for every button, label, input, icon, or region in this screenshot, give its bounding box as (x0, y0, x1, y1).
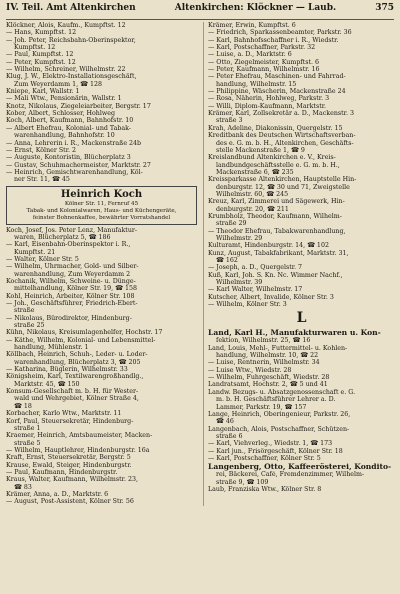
section-letter: L (296, 310, 307, 327)
directory-entry: Koch, Josef, Jos. Peter Lenz, Manufaktur- (6, 226, 138, 234)
directory-entry: Kutscher, Albert, Invalide, Kölner Str. 3 (208, 293, 334, 301)
directory-entry: Kochanik, Wilhelm, Schweine- u. Dünge- (6, 277, 136, 285)
directory-entry: ☎ 18 (14, 402, 32, 410)
directory-entry: — Joh. Peter, Reichsbahn-Oberinspektor, (6, 36, 136, 44)
directory-entry: Landw. Bezugs- u. Absatzgenossenschaft e. G. (208, 388, 356, 396)
directory-entry: — Paul, Kumpftst. 12 (6, 51, 74, 59)
directory-entry: Wilhelmstr. 39 (216, 279, 263, 287)
left-column (6, 22, 197, 506)
directory-entry: denburgstr. 20, ☎ 211 (216, 205, 289, 213)
directory-entry: Kumpftst. 12 (14, 44, 56, 52)
entry-list-a (6, 22, 197, 184)
directory-entry: Kreissparkasse Altenkirchen, Hauptstelle Hin- (208, 176, 357, 184)
ad-title: Heinrich Koch (60, 188, 143, 200)
bold-entry: Land, Karl H., Manufakturwaren u. Kon- (208, 328, 381, 338)
directory-entry: — Wilhelm, Schreiner, Wilhelmstr. 22 (6, 66, 126, 74)
directory-entry: Kober, Albert, Schlosser, Hohlweg (6, 110, 115, 118)
directory-entry: Laub, Franziska Wtw., Kölner Str. 8 (208, 485, 322, 493)
columns (6, 22, 394, 506)
directory-entry: waren, Blücherplatz 5, ☎ 186 (14, 233, 111, 241)
entry-list-b (6, 227, 197, 506)
directory-entry: straße (14, 307, 35, 315)
directory-entry: mittelhandlung, Kölner Str. 19, ☎ 158 (14, 285, 138, 293)
directory-entry: Wilhelmstr. 29 (216, 234, 263, 242)
directory-entry: straße 6 (216, 432, 243, 440)
directory-entry: des e. G. m. b. H., Altenkirchen, Geschäfts- (216, 139, 354, 147)
directory-entry: warenhandlung, Blücherplatz 3, ☎ 205 (14, 358, 141, 366)
directory-entry: handlung, Wilhelmstr. 10, ☎ 22 (216, 352, 319, 360)
directory-entry: warenhandlung, Bahnhofstr. 10 (14, 132, 115, 140)
ad-line: feinster Bohnenkaffee, bewährter Vorratshandel (32, 214, 171, 221)
directory-entry: Kreditbank des Deutschen Wirtschaftsverban- (208, 132, 356, 140)
directory-entry: — Hans, Kumpftst. 12 (6, 29, 77, 37)
directory-entry: — Katharina, Büglerin, Wilhelmstr. 33 (6, 366, 128, 374)
directory-entry: — Karl jun., Frisörgeschäft, Kölner Str. 18 (208, 447, 343, 455)
directory-entry: — Joh., Geschäftsführer, Friedrich-Ebert- (6, 300, 138, 307)
directory-entry: — Nikolaus, Bürodirektor, Hindenburg- (6, 314, 132, 322)
directory-entry: — Peter, Kumpftst. 12 (6, 58, 76, 66)
directory-entry: — August, Post-Assistent, Kölner Str. 56 (6, 498, 134, 506)
directory-entry: denburgstr. 12, ☎ 30 und 71, Zweigstelle (216, 183, 350, 191)
entry-list-d (208, 337, 395, 462)
directory-entry: Kraemer, Heinrich, Amtsbaumeister, Macken- (6, 432, 153, 440)
directory-entry: — Karl, Postschaffner, Kölner Str. 5 (208, 454, 321, 462)
directory-entry: Land, Louis, Mehl-, Futtermittel- u. Kohlen- (208, 344, 348, 352)
directory-entry: — Anna, Lehrerin i. R., Mackenstraße 24b (6, 139, 142, 147)
directory-entry: Krause, Ewald, Steiger, Hindenburgstr. (6, 461, 132, 469)
directory-entry: handlung, Wilhelmstr. 15 (216, 80, 297, 88)
directory-entry: Korbacher, Karlo Wtw., Marktstr. 11 (6, 410, 122, 418)
directory-entry: Korf, Paul, Steuersekretär, Hindenburg- (6, 417, 134, 425)
directory-entry: ner Str. 11, ☎ 45 (14, 176, 70, 184)
ad-line: Tabak- und Kolonialwaren, Haus- und Küchengeräte, (26, 207, 177, 214)
directory-entry: — Wilhelm, Fuhrgeschäft, Wiedstr. 28 (208, 374, 330, 382)
directory-entry: straße 29 (216, 220, 247, 228)
directory-entry: — Wilhelm, Uhrmacher, Gold- und Silber- (6, 263, 139, 271)
directory-entry: handlung, Mühlenstr. 1 (14, 344, 89, 352)
directory-entry: Lammer, Parkstr. 19, ☎ 157 (216, 403, 307, 411)
directory-entry: straße 5 (14, 439, 41, 447)
directory-entry: ☎ 83 (14, 483, 32, 491)
directory-entry: Kuß, Karl, Joh. S. Kn. Nc. Wimmer Nachf., (208, 271, 343, 279)
directory-entry: Kraus, Walter, Kaufmann, Wilhelmstr. 23, (6, 476, 138, 484)
directory-entry: Köllbach, Heinrich, Schuh-, Leder- u. Loder- (6, 351, 148, 359)
directory-entry: straße 9, ☎ 109 (216, 478, 269, 486)
directory-entry: Konsum-Gesellschaft m. b. H. für Wester- (6, 388, 139, 396)
directory-entry: landbundgeschäftsstelle e. G. m. b. H., (216, 161, 340, 169)
directory-entry: — Karl Walter, Wilhelmstr. 17 (208, 286, 303, 294)
directory-entry: — Philippine, Wäscherin, Mackenstraße 24 (208, 88, 346, 96)
advertisement-box (6, 186, 197, 225)
directory-entry: Zum Weyerdamm 1, ☎ 128 (14, 80, 102, 88)
directory-entry: Kraft, Ernst, Steuersekretär, Bergstr. 5 (6, 454, 131, 462)
directory-entry: Langenbach, Alois, Postschaffner, Schützen- (208, 425, 350, 433)
directory-entry: — Walter, Kölner Str. 5 (6, 255, 79, 263)
directory-entry: — Theodor Ehefrau, Tabakwarenhandlung, (208, 227, 346, 235)
directory-entry: Kniepe, Karl, Wallstr. 1 (6, 88, 80, 96)
section-title: IV. Teil. Amt Altenkirchen (6, 3, 136, 13)
directory-entry: — Wilhelm, Hauptlehrer, Hindenburgstr. 16a (6, 446, 150, 454)
running-head: Altenkirchen: Klöckner — Laub. (174, 3, 337, 13)
directory-entry: ☎ 46 (216, 418, 234, 426)
directory-entry: — Otto, Ziegelmeister, Kumpftst. 6 (208, 58, 319, 66)
directory-entry: straße 25 (14, 322, 45, 330)
directory-entry: Koch, Albert, Kaufmann, Bahnhofstr. 10 (6, 117, 134, 125)
directory-entry: Kunz, August, Tabakfabrikant, Marktstr. 31, (208, 249, 349, 257)
directory-entry: Kreuz, Karl, Zimmerei und Sägewerk, Hin- (208, 198, 345, 206)
directory-entry: Landratsamt, Hochstr. 2, ☎ 5 und 41 (208, 381, 328, 389)
directory-entry: Klug, J. W., Elektro-Installationsgeschäft, (6, 73, 137, 81)
directory-entry: Marktstr. 45, ☎ 150 (14, 380, 80, 388)
directory-entry: Kumpftst. 21 (14, 248, 56, 256)
directory-entry: Wilhelmstr. 60, ☎ 245 (216, 190, 289, 198)
directory-entry: — Albert Ehefrau, Kolonial- und Tabak- (6, 124, 132, 132)
directory-entry: — Gustav, Schuhmachermeister, Marktstr. 27 (6, 161, 151, 169)
directory-entry: — Heinrich, Gemischtwarenhandlung, Köl- (6, 168, 143, 176)
directory-entry: — Karl, Postschaffner, Parkstr. 32 (208, 44, 316, 52)
directory-entry: Kohl, Heinrich, Arbeiter, Kölner Str. 108 (6, 292, 135, 300)
directory-entry: — Rosa, Näherin, Hohlweg, Parkstr. 3 (208, 95, 330, 103)
directory-entry: — Peter Ehefrau, Maschinen- und Fahrrad- (208, 73, 346, 81)
directory-entry: straße 1 (14, 424, 41, 432)
directory-entry: warenhandlung, Zum Weyerdamm 2 (14, 270, 131, 278)
directory-entry: Mackenstraße 6, ☎ 235 (216, 168, 294, 176)
directory-entry: — Peter, Kaufmann, Wilhelmstr. 16 (208, 66, 320, 74)
directory-entry: — Käthe, Wilhelm, Kolonial- und Lebensmittel- (6, 336, 156, 344)
directory-entry: — Wilhelm, Kölner Str. 3 (208, 301, 287, 309)
directory-entry: Lange, Heinrich, Oberingenieur, Parkstr. 26, (208, 410, 351, 418)
ad-line: Kölner Str. 11, Fernruf 45 (64, 200, 139, 207)
directory-entry: rei, Bäckerei, Café, Fremdenzimmer, Wilhelm- (216, 471, 365, 479)
directory-entry: — Friedrich, Sparkassenbeamter, Parkstr. 36 (208, 29, 352, 37)
directory-entry: ☎ 162 (216, 257, 238, 264)
directory-entry: m. b. H. Geschäftsführer Lehrer a. D. (216, 396, 336, 404)
right-column (203, 22, 395, 506)
directory-entry: — Karl, Viehverleg., Wiedstr. 1, ☎ 173 (208, 440, 333, 448)
directory-entry: Krumbholz, Theodor, Kaufmann, Wilhelm- (208, 212, 342, 220)
entry-list-e (208, 471, 395, 493)
directory-entry: — Willi, Diplom-Kaufmann, Marktstr. (208, 102, 327, 110)
directory-entry: — Karl, Bahnhofsschaffner i. R., Wiedstr. (208, 36, 339, 44)
directory-entry: wald und Wehrgebiet, Kölner Straße 4, (14, 395, 139, 403)
directory-entry: stelle Mackenstraße 1, ☎ 9 (216, 146, 305, 154)
directory-entry: — Joseph, a. D., Quergelstr. 7 (208, 264, 303, 272)
directory-entry: — Luise Wtw., Wiedstr. 28 (208, 366, 292, 374)
directory-entry: — Auguste, Kontoristin, Blücherplatz 3 (6, 154, 131, 162)
directory-entry: Krämer, Anna, a. D., Marktstr. 6 (6, 490, 109, 498)
directory-entry: Krah, Adeline, Diakonissin, Quergelstr. 15 (208, 124, 343, 132)
directory-entry: Kreislandbund Altenkirchen e. V., Kreis- (208, 154, 336, 162)
directory-entry: Kulturamt, Hindenburgstr. 14, ☎ 102 (208, 242, 329, 250)
directory-entry: — Mali Wtw., Pensionärin, Wallstr. 1 (6, 95, 122, 103)
directory-entry: — Paul, Kaufmann, Hindenburgstr. (6, 468, 118, 476)
bold-entry: Langenberg, Otto, Kaffeerösterei, Kondito- (208, 462, 392, 472)
directory-entry: Krämer, Karl, Zollsekretär a. D., Mackenstr. 3 (208, 110, 354, 118)
page-number: 375 (375, 3, 394, 13)
directory-entry: — Ernst, Kölner Str. 2 (6, 146, 77, 154)
directory-entry: — Luise, Rentnerin, Wilhelmstr. 34 (208, 359, 320, 367)
entry-list-c (208, 22, 395, 308)
directory-entry: Klöckner, Alois, Kaufm., Kumpftst. 12 (6, 22, 126, 29)
directory-entry: fektion, Wilhelmstr. 25, ☎ 16 (216, 337, 311, 345)
directory-entry: straße 3 (216, 117, 243, 125)
directory-entry: Knotz, Nikolaus, Ziegeleiarbeiter, Bergstr. 17 (6, 102, 151, 110)
directory-entry: — Karl, Eisenbahn-Oberinspektor i. R., (6, 241, 131, 249)
directory-entry: Krämer, Erwin, Kumpftst. 6 (208, 22, 296, 29)
page-header (6, 3, 394, 20)
directory-entry: Königsheim, Karl, Textilwarengroßhandlg., (6, 373, 144, 381)
directory-entry: Kühn, Nikolaus, Kreisumlagenhelfer, Hochstr. 17 (6, 329, 163, 337)
directory-entry: — Luise, a. D., Marktstr. 6 (208, 51, 292, 59)
